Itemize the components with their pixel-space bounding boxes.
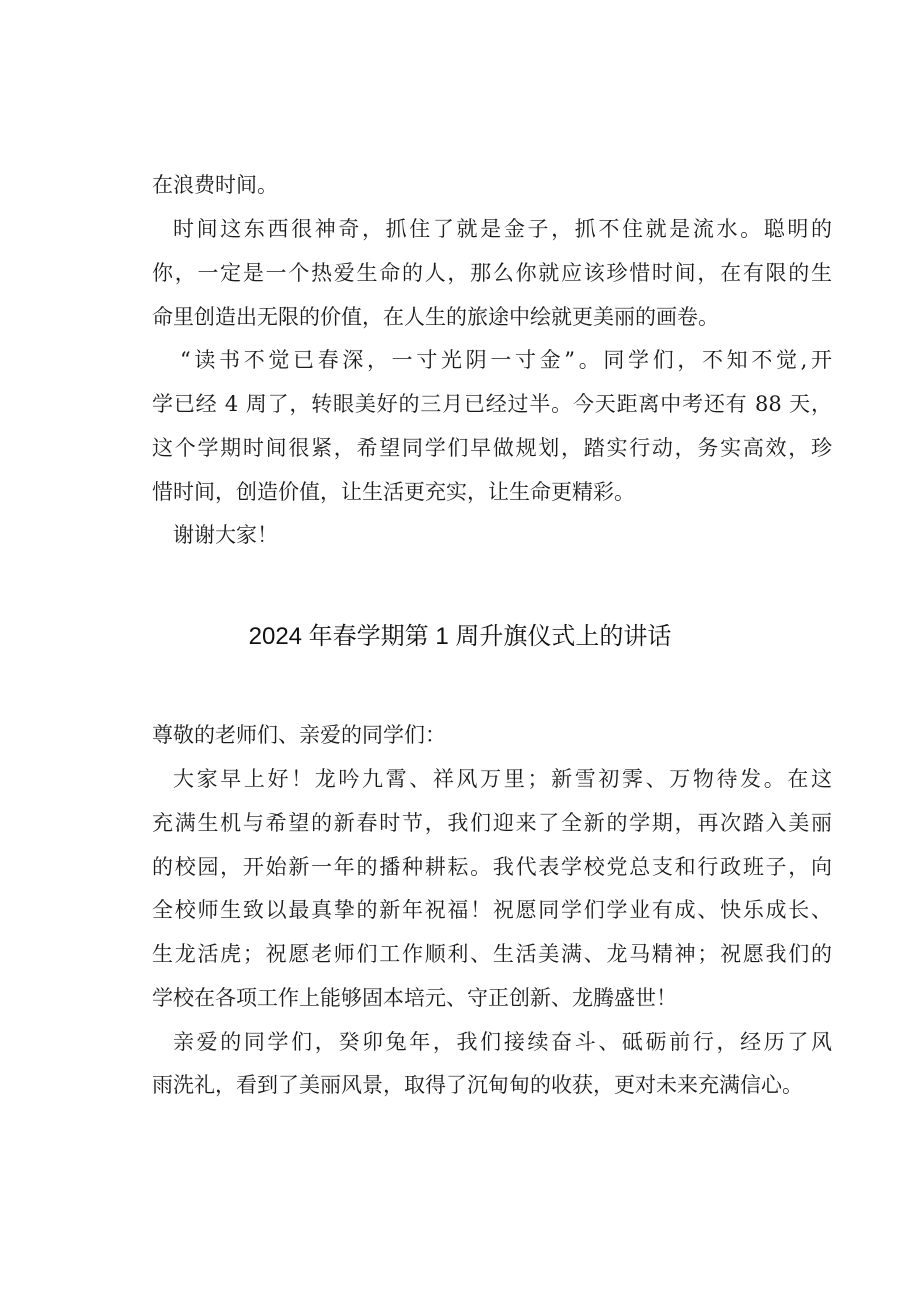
closing-text: 谢谢大家！ <box>173 523 278 547</box>
speech-title: 2024 年春学期第 1 周升旗仪式上的讲话 <box>248 623 672 650</box>
text-line: 全校师生致以最真挚的新年祝福！祝愿同学们学业有成、快乐成长、 <box>152 898 832 922</box>
text-line: 在浪费时间。 <box>152 173 278 197</box>
text-line: 学校在各项工作上能够固本培元、守正创新、龙腾盛世！ <box>152 986 677 1010</box>
text-line: 惜时间，创造价值，让生活更充实，让生命更精彩。 <box>152 480 635 504</box>
text-line: 命里创造出无限的价值，在人生的旅途中绘就更美丽的画卷。 <box>152 305 719 329</box>
text-line: 的校园，开始新一年的播种耕耘。我代表学校党总支和行政班子，向 <box>152 855 832 879</box>
text-line: 充满生机与希望的新春时节，我们迎来了全新的学期，再次踏入美丽 <box>152 811 832 835</box>
text-line: “读书不觉已春深，一寸光阴一寸金”。同学们，不知不觉,开 <box>180 348 832 372</box>
text-line: 亲爱的同学们，癸卯兔年，我们接续奋斗、砥砺前行，经历了风 <box>173 1030 832 1054</box>
text-line: 时间这东西很神奇，抓住了就是金子，抓不住就是流水。聪明的 <box>173 217 832 241</box>
salutation: 尊敬的老师们、亲爱的同学们： <box>152 723 446 747</box>
text-line: 学已经 4 周了，转眼美好的三月已经过半。今天距离中考还有 88 天， <box>152 392 832 416</box>
text-line: 这个学期时间很紧，希望同学们早做规划，踏实行动，务实高效，珍 <box>152 436 832 460</box>
text-line: 你，一定是一个热爱生命的人，那么你就应该珍惜时间，在有限的生 <box>152 261 832 285</box>
text-line: 生龙活虎；祝愿老师们工作顺利、生活美满、龙马精神；祝愿我们的 <box>152 942 832 966</box>
text-line: 大家早上好！龙吟九霄、祥风万里；新雪初霁、万物待发。在这 <box>173 767 832 791</box>
text-line: 雨洗礼，看到了美丽风景，取得了沉甸甸的收获，更对未来充满信心。 <box>152 1073 803 1097</box>
